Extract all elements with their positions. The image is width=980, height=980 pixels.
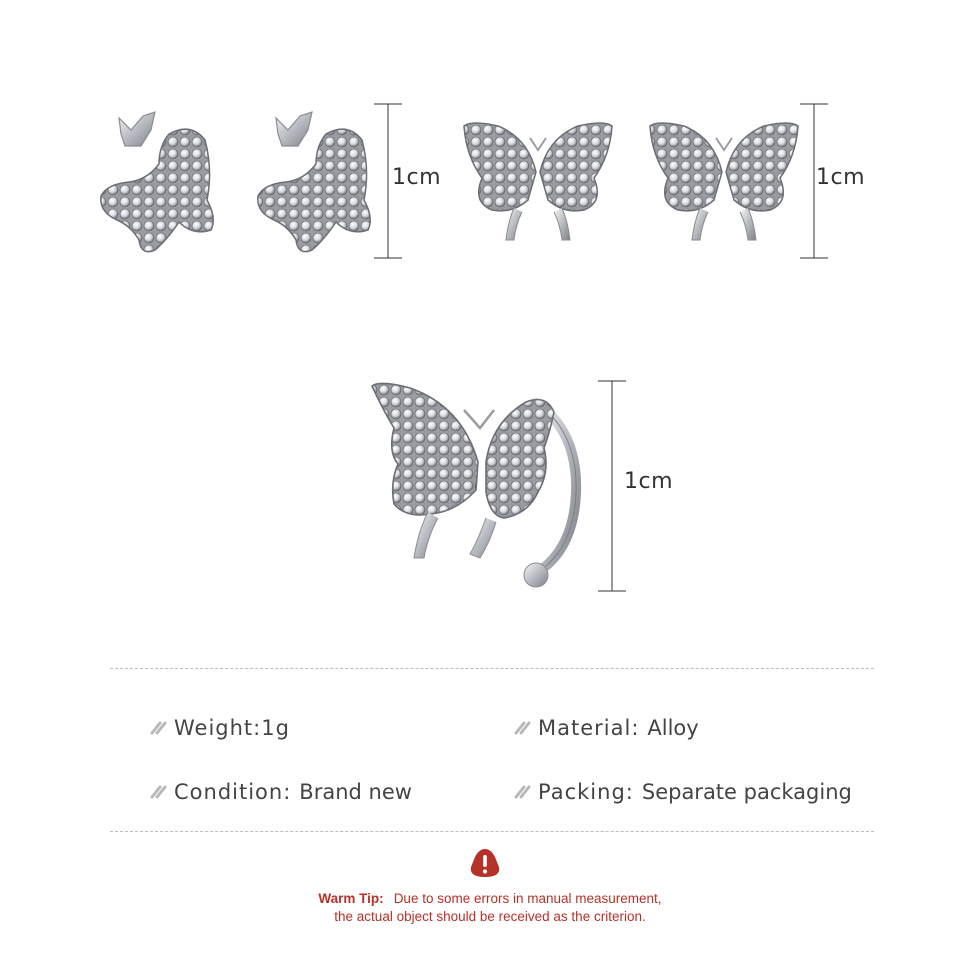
spec-condition-value: Brand new [299, 780, 412, 804]
measurement-label-3: 1cm [624, 469, 674, 494]
ear-cuff-earring [366, 372, 596, 602]
stud-earring-left-1 [95, 100, 225, 270]
spec-weight-label: Weight: [174, 716, 262, 740]
spec-material [514, 716, 699, 740]
divider-top [110, 668, 874, 669]
spec-material-value: Alloy [647, 716, 699, 740]
spec-packing-value: Separate packaging [641, 780, 852, 804]
spec-weight [150, 716, 290, 740]
divider-bottom [110, 831, 874, 832]
warning-icon [469, 847, 501, 879]
stud-earring-left-2 [252, 100, 382, 270]
bullet-icon [514, 721, 532, 735]
warm-tip-text-1: Due to some errors in manual measurement, [393, 891, 662, 906]
stud-earring-right-1 [458, 112, 618, 252]
warm-tip-line-1 [0, 891, 980, 906]
bullet-icon [150, 721, 168, 735]
bullet-icon [514, 785, 532, 799]
bullet-icon [150, 785, 168, 799]
spec-condition [150, 780, 412, 804]
spec-material-label: Material: [538, 716, 640, 740]
measurement-label-2: 1cm [816, 165, 866, 190]
measurement-label-1: 1cm [392, 165, 442, 190]
warm-tip-line-2 [0, 909, 980, 924]
spec-condition-label: Condition: [174, 780, 292, 804]
warm-tip-text-2: the actual object should be received as the criterion. [334, 909, 646, 924]
spec-weight-value: 1g [261, 716, 290, 740]
warm-tip-label: Warm Tip: [318, 891, 384, 906]
stud-earring-right-2 [644, 112, 804, 252]
spec-packing-label: Packing: [538, 780, 634, 804]
spec-packing [514, 780, 852, 804]
